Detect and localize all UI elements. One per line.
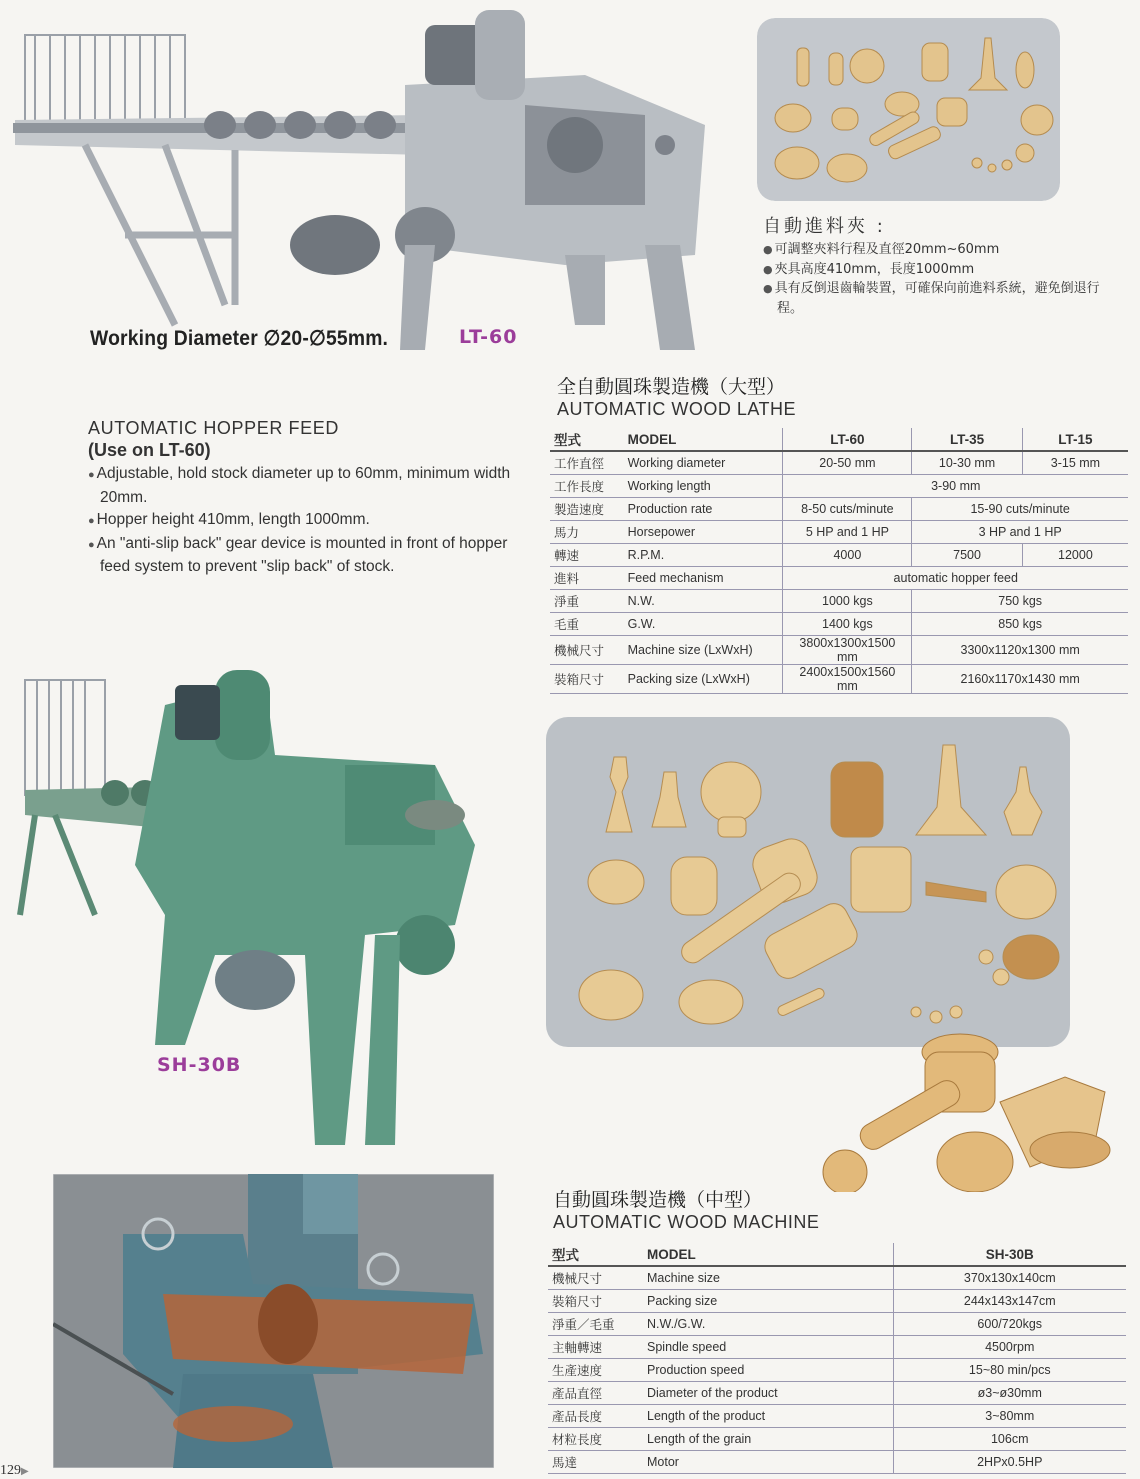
lt60-machine-photo xyxy=(5,5,720,360)
list-item: ● 可調整夾料行程及直徑20mm~60mm xyxy=(763,240,1103,260)
table-cell: Packing size (LxWxH) xyxy=(624,665,783,694)
table-cell: Production rate xyxy=(624,498,783,521)
header-cell: LT-15 xyxy=(1022,428,1128,451)
header-cell: MODEL xyxy=(624,428,783,451)
table-cell: 產品直徑 xyxy=(548,1382,643,1405)
table-cell: Length of the grain xyxy=(643,1428,893,1451)
table-row xyxy=(548,1428,1126,1451)
page-number-text: 129 xyxy=(0,1463,21,1478)
list-item: ● Hopper height 410mm, length 1000mm. xyxy=(88,509,528,533)
list-item: ● 具有反倒退齒輪裝置，可確保向前進料系統，避免倒退行程。 xyxy=(763,279,1103,318)
table-cell: Machine size (LxWxH) xyxy=(624,636,783,665)
lathe-title-cn: 全自動圓珠製造機（大型） xyxy=(557,376,786,398)
table-cell: 工作長度 xyxy=(550,475,624,498)
header-cell: 型式 xyxy=(550,428,624,451)
table-cell: 2160x1170x1430 mm xyxy=(912,665,1128,694)
table-header-row xyxy=(548,1243,1126,1266)
table-cell: N.W. xyxy=(624,590,783,613)
table-row xyxy=(550,590,1128,613)
table-row xyxy=(548,1359,1126,1382)
table-row xyxy=(548,1451,1126,1474)
table-cell: 850 kgs xyxy=(912,613,1128,636)
list-item: ● An "anti-slip back" gear device is mounted in front of hopper feed system to prevent "slip back" of stock. xyxy=(88,533,528,579)
table-cell: 1400 kgs xyxy=(783,613,912,636)
table-cell: ø3~ø30mm xyxy=(893,1382,1126,1405)
table-cell: 進料 xyxy=(550,567,624,590)
table-cell: Production speed xyxy=(643,1359,893,1382)
list-item: ● Adjustable, hold stock diameter up to 60mm, minimum width 20mm. xyxy=(88,463,528,509)
table-cell: N.W./G.W. xyxy=(643,1313,893,1336)
wood-products-photo-large xyxy=(546,717,1070,1047)
table-cell: 3300x1120x1300 mm xyxy=(912,636,1128,665)
page-marker-icon: ▶ xyxy=(21,1466,29,1477)
table-cell: Packing size xyxy=(643,1290,893,1313)
wood-products-photo-small xyxy=(757,18,1060,201)
lt60-model-label: LT-60 xyxy=(459,326,518,348)
table-cell: 370x130x140cm xyxy=(893,1266,1126,1290)
table-header-row xyxy=(550,428,1128,451)
table-cell: 12000 xyxy=(1022,544,1128,567)
table-cell: 毛重 xyxy=(550,613,624,636)
table-cell: 3-90 mm xyxy=(783,475,1128,498)
table-row xyxy=(550,567,1128,590)
table-row xyxy=(548,1382,1126,1405)
header-cell: SH-30B xyxy=(893,1243,1126,1266)
table-cell: 機械尺寸 xyxy=(548,1266,643,1290)
header-cell: 型式 xyxy=(548,1243,643,1266)
table-cell: 244x143x147cm xyxy=(893,1290,1126,1313)
table-cell: 裝箱尺寸 xyxy=(550,665,624,694)
table-cell: 7500 xyxy=(912,544,1023,567)
machine-closeup-photo xyxy=(53,1174,494,1468)
table-cell: 600/720kgs xyxy=(893,1313,1126,1336)
table-row xyxy=(550,544,1128,567)
table-row xyxy=(550,636,1128,665)
table-row xyxy=(550,665,1128,694)
table-cell: 工作直徑 xyxy=(550,451,624,475)
table-cell: 生產速度 xyxy=(548,1359,643,1382)
machine-spec-table xyxy=(548,1243,1126,1474)
table-cell: Feed mechanism xyxy=(624,567,783,590)
sh30b-model-label: SH-30B xyxy=(157,1054,242,1076)
table-cell: Motor xyxy=(643,1451,893,1474)
table-cell: Working length xyxy=(624,475,783,498)
table-cell: 產品長度 xyxy=(548,1405,643,1428)
table-cell: 淨重／毛重 xyxy=(548,1313,643,1336)
table-cell: 15~80 min/pcs xyxy=(893,1359,1126,1382)
hopper-feed-list-en xyxy=(88,463,528,579)
hopper-feed-subtitle: (Use on LT-60) xyxy=(88,440,211,460)
table-row xyxy=(548,1266,1126,1290)
header-cell: MODEL xyxy=(643,1243,893,1266)
header-cell: LT-35 xyxy=(912,428,1023,451)
hopper-feed-title-en: AUTOMATIC HOPPER FEED xyxy=(88,418,339,438)
table-cell: 裝箱尺寸 xyxy=(548,1290,643,1313)
table-row xyxy=(548,1336,1126,1359)
table-cell: Horsepower xyxy=(624,521,783,544)
table-cell: 4000 xyxy=(783,544,912,567)
table-cell: G.W. xyxy=(624,613,783,636)
hopper-feed-list-cn xyxy=(763,240,1103,318)
table-cell: 製造速度 xyxy=(550,498,624,521)
table-cell: 材粒長度 xyxy=(548,1428,643,1451)
table-cell: 5 HP and 1 HP xyxy=(783,521,912,544)
table-cell: 20-50 mm xyxy=(783,451,912,475)
table-cell: 15-90 cuts/minute xyxy=(912,498,1128,521)
table-row xyxy=(550,521,1128,544)
table-row xyxy=(548,1290,1126,1313)
table-row xyxy=(550,475,1128,498)
table-cell: 2HPx0.5HP xyxy=(893,1451,1126,1474)
table-cell: 淨重 xyxy=(550,590,624,613)
table-cell: Working diameter xyxy=(624,451,783,475)
list-item: ● 夾具高度410mm，長度1000mm xyxy=(763,260,1103,280)
table-cell: automatic hopper feed xyxy=(783,567,1128,590)
table-cell: 10-30 mm xyxy=(912,451,1023,475)
table-cell: Spindle speed xyxy=(643,1336,893,1359)
page-number xyxy=(0,1463,29,1479)
table-cell: Length of the product xyxy=(643,1405,893,1428)
table-cell: 3-15 mm xyxy=(1022,451,1128,475)
table-cell: 4500rpm xyxy=(893,1336,1126,1359)
table-cell: 106cm xyxy=(893,1428,1126,1451)
table-cell: 馬達 xyxy=(548,1451,643,1474)
hopper-feed-title-cn: 自動進料夾 : xyxy=(763,216,886,237)
table-cell: Machine size xyxy=(643,1266,893,1290)
table-cell: 1000 kgs xyxy=(783,590,912,613)
table-row xyxy=(550,498,1128,521)
table-cell: R.P.M. xyxy=(624,544,783,567)
table-cell: 750 kgs xyxy=(912,590,1128,613)
table-cell: 機械尺寸 xyxy=(550,636,624,665)
table-cell: Diameter of the product xyxy=(643,1382,893,1405)
table-cell: 3~80mm xyxy=(893,1405,1126,1428)
table-row xyxy=(550,451,1128,475)
table-row xyxy=(550,613,1128,636)
table-cell: 8-50 cuts/minute xyxy=(783,498,912,521)
table-row xyxy=(548,1313,1126,1336)
turned-parts-photo xyxy=(815,1032,1115,1192)
working-diameter-caption: Working Diameter ∅20-∅55mm. xyxy=(90,327,389,350)
table-cell: 轉速 xyxy=(550,544,624,567)
lathe-title-en: AUTOMATIC WOOD LATHE xyxy=(557,399,797,419)
header-cell: LT-60 xyxy=(783,428,912,451)
machine-title-cn: 自動圓珠製造機（中型） xyxy=(553,1189,763,1211)
table-cell: 3800x1300x1500 mm xyxy=(783,636,912,665)
table-cell: 馬力 xyxy=(550,521,624,544)
machine-title-en: AUTOMATIC WOOD MACHINE xyxy=(553,1212,820,1232)
lathe-spec-table xyxy=(550,428,1128,694)
table-cell: 主軸轉速 xyxy=(548,1336,643,1359)
table-row xyxy=(548,1405,1126,1428)
table-cell: 2400x1500x1560 mm xyxy=(783,665,912,694)
sh30b-machine-photo xyxy=(15,665,520,1155)
table-cell: 3 HP and 1 HP xyxy=(912,521,1128,544)
